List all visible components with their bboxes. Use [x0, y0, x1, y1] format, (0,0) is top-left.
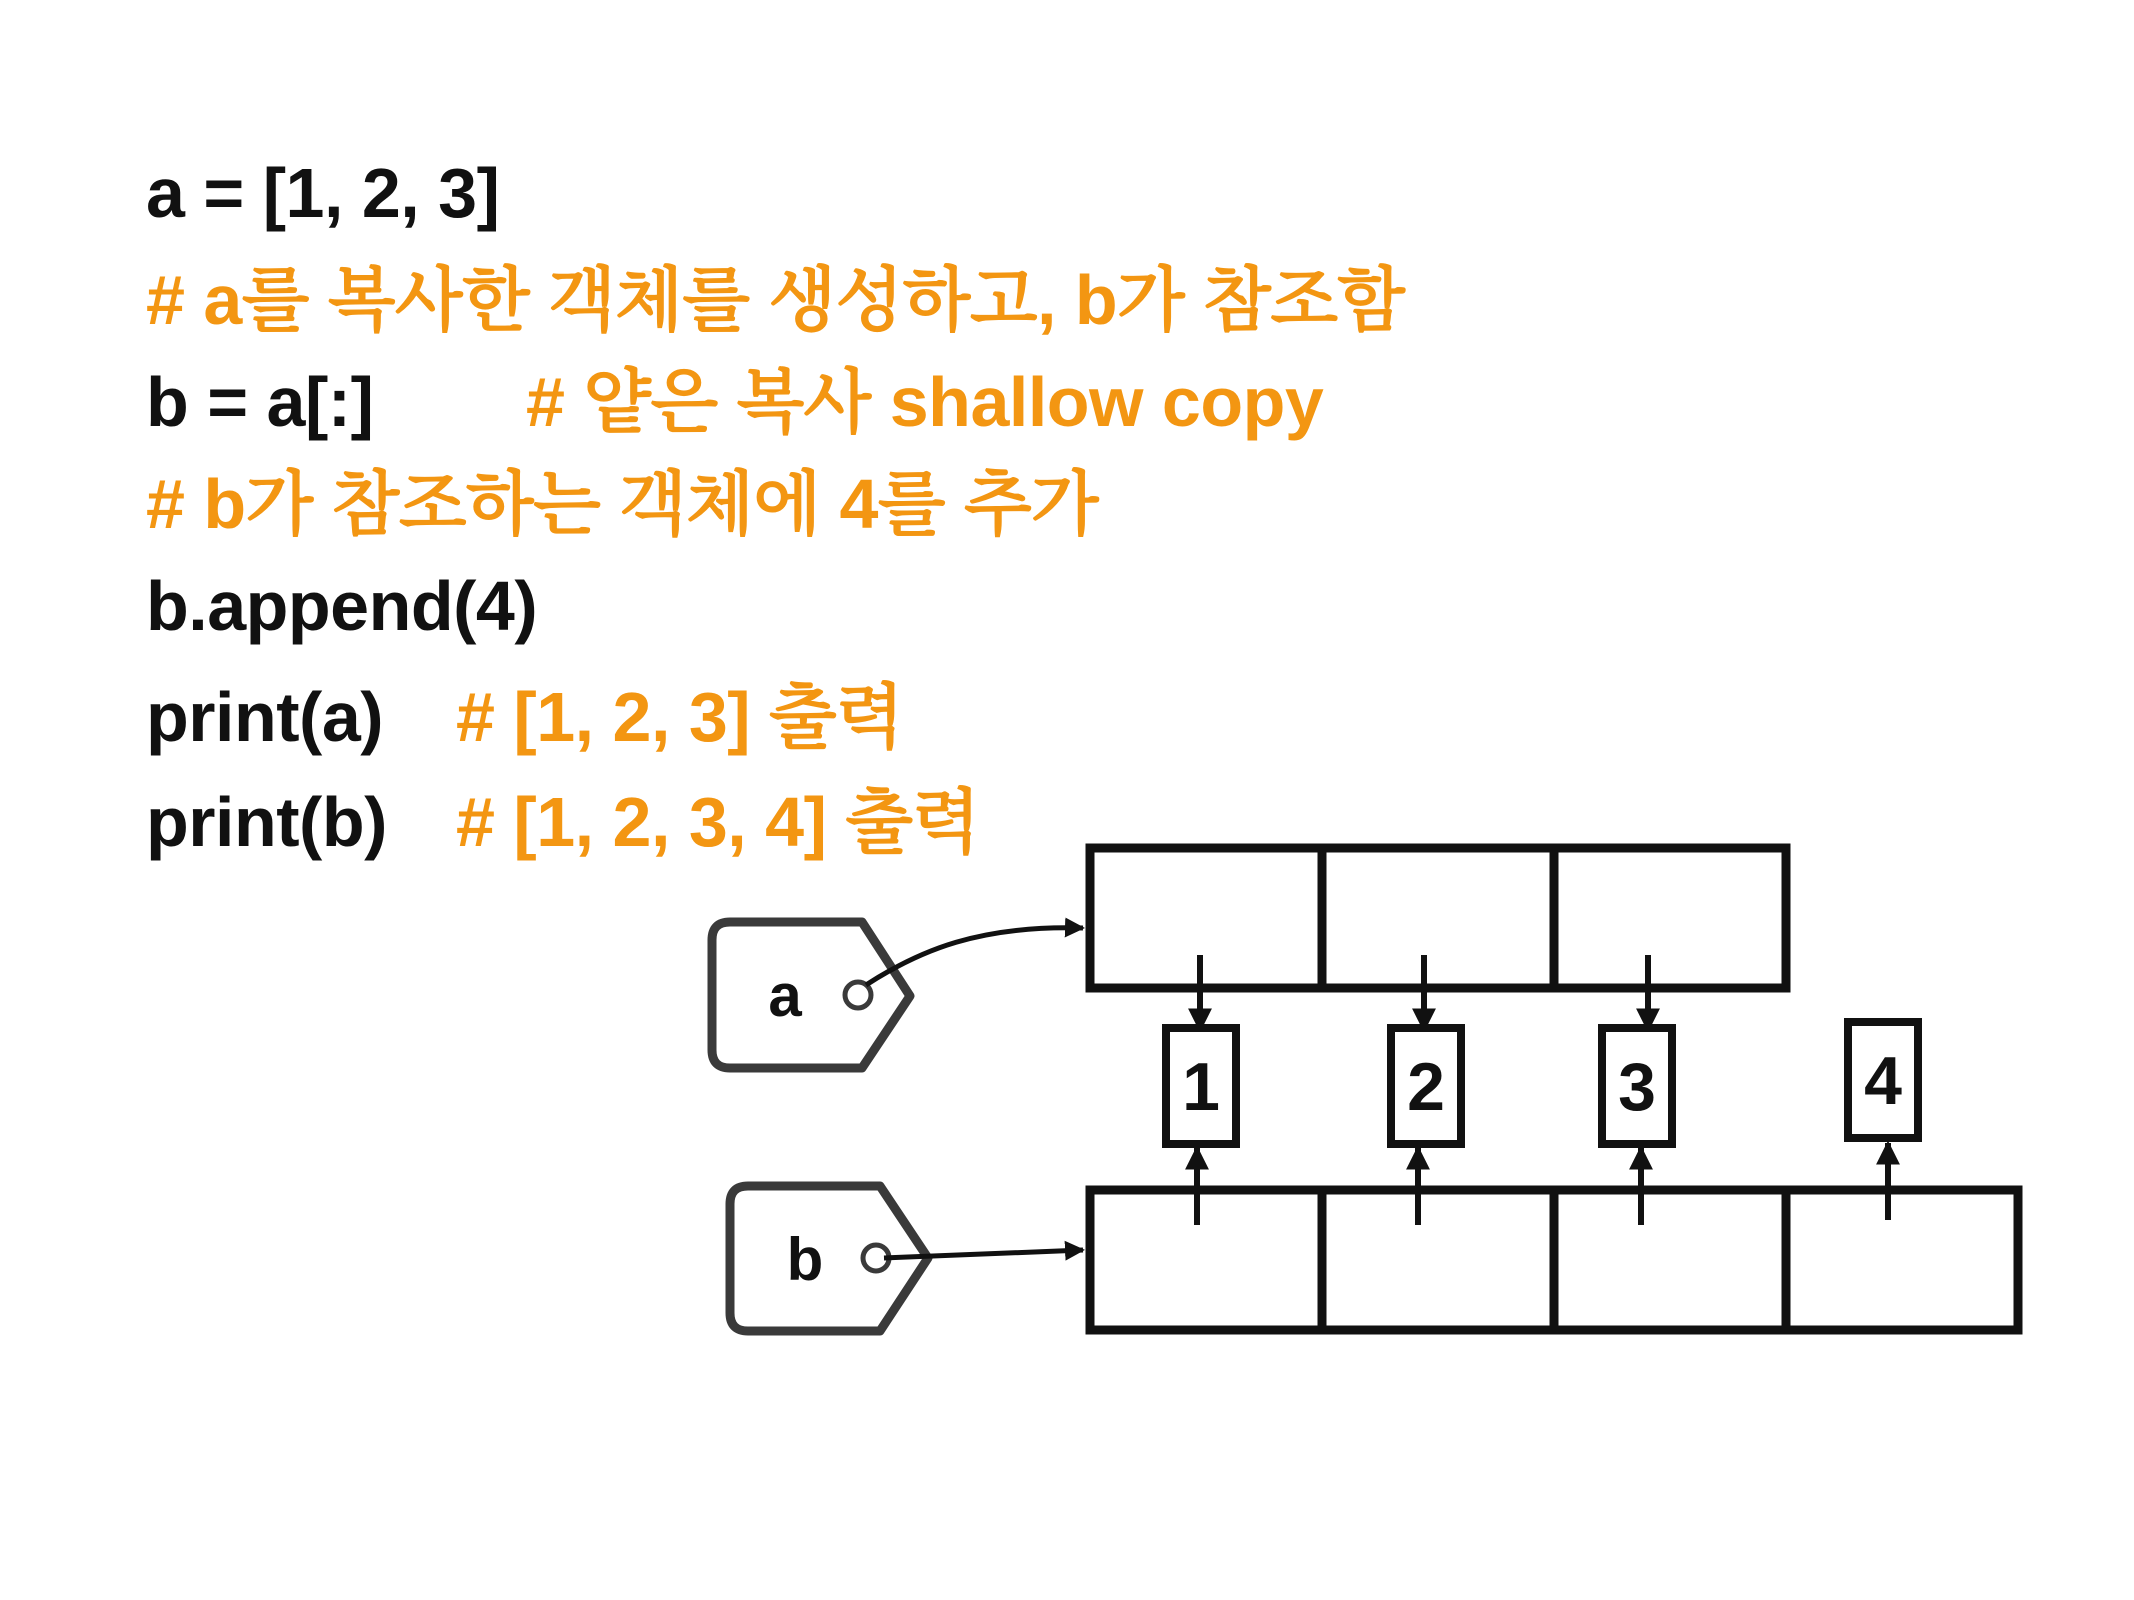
list-cell [1090, 1190, 1322, 1330]
tag-label-b: b [786, 1226, 824, 1293]
value-label: 2 [1407, 1049, 1445, 1125]
list-cell [1090, 848, 1322, 988]
comment-text: # [1, 2, 3, 4] 출력 [456, 783, 980, 861]
value-label: 1 [1182, 1049, 1220, 1125]
list-cell [1786, 1190, 2018, 1330]
tag-shape [712, 922, 910, 1068]
list-cell [1322, 848, 1554, 988]
code-text: a = [1, 2, 3] [146, 154, 500, 232]
tag-label-a: a [768, 962, 802, 1029]
value-label: 3 [1618, 1049, 1656, 1125]
list-cell [1322, 1190, 1554, 1330]
value-label: 4 [1864, 1043, 1902, 1119]
code-text: b.append(4) [146, 567, 538, 645]
comment-text: # b가 참조하는 객체에 4를 추가 [146, 465, 1099, 543]
code-text: print(b) [146, 783, 387, 861]
comment-text: # a를 복사한 객체를 생성하고, b가 참조함 [146, 261, 1405, 339]
list-cell [1554, 848, 1786, 988]
code-text: b = a[:] [146, 363, 374, 441]
comment-text: # [1, 2, 3] 출력 [456, 678, 904, 756]
code-text: print(a) [146, 678, 384, 756]
value-box-2 [1391, 1028, 1461, 1144]
value-box-1 [1166, 1028, 1236, 1144]
list-object-a [1090, 848, 1786, 988]
list-object-b [1090, 1190, 2018, 1330]
comment-text: # 얕은 복사 shallow copy [526, 363, 1324, 441]
value-box-3 [1602, 1028, 1672, 1144]
list-cell [1554, 1190, 1786, 1330]
value-box-4 [1848, 1022, 1918, 1138]
variable-tag-a [712, 922, 910, 1068]
